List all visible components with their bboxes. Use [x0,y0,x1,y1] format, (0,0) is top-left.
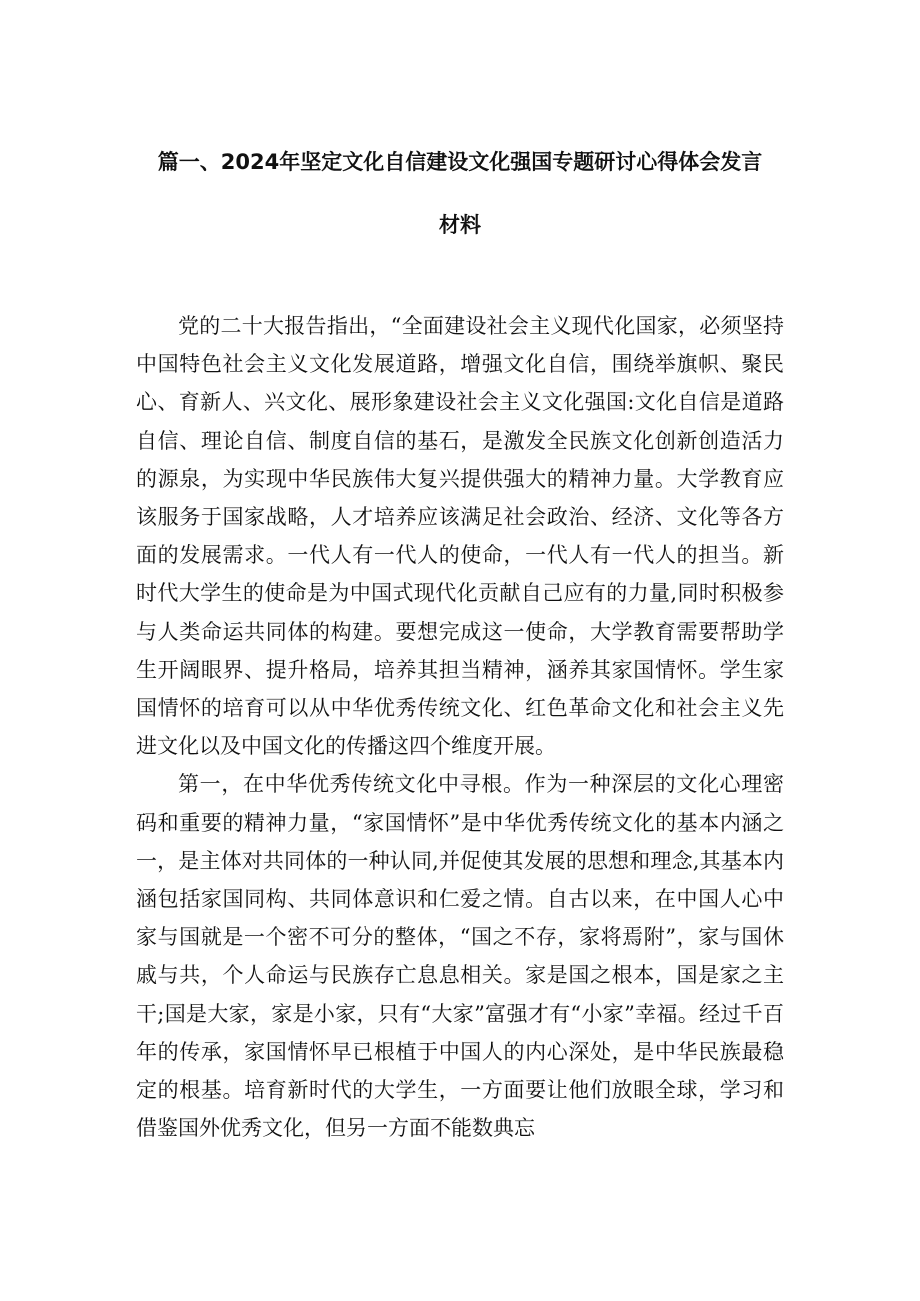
document-body [136,307,784,1147]
body-paragraph-1: 党的二十大报告指出，“全面建设社会主义现代化国家，必须坚持中国特色社会主义文化发展道路，增强文化自信，围绕举旗帜、聚民心、育新人、兴文化、展形象建设社会主义文化强国:文化自信是道路自信、理论自信、制度自信的基石，是激发全民族文化创新创造活力的源泉，为实现中华民族伟大复兴提供强大的精神力量。大学教育应该服务于国家战略，人才培养应该满足社会政治、经济、文化等各方面的发展需求。一代人有一代人的使命，一代人有一代人的担当。新时代大学生的使命是为中国式现代化贡献自己应有的力量,同时积极参与人类命运共同体的构建。要想完成这一使命，大学教育需要帮助学生开阔眼界、提升格局，培养其担当精神，涵养其家国情怀。学生家国情怀的培育可以从中华优秀传统文化、红色革命文化和社会主义先进文化以及中国文化的传播这四个维度开展。 [136,314,784,759]
document-title-line-1: 篇一、2024年坚定文化自信建设文化强国专题研讨心得体会发言 [157,150,763,174]
body-paragraph-2: 第一，在中华优秀传统文化中寻根。作为一种深层的文化心理密码和重要的精神力量，“家国情怀”是中华优秀传统文化的基本内涵之一，是主体对共同体的一种认同,并促使其发展的思想和理念,其基本内涵包括家国同构、共同体意识和仁爱之情。自古以来，在中国人心中家与国就是一个密不可分的整体，“国之不存，家将焉附”，家与国休戚与共，个人命运与民族存亡息息相关。家是国之根本，国是家之主干;国是大家，家是小家，只有“大家”富强才有“小家”幸福。经过千百年的传承，家国情怀早已根植于中国人的内心深处，是中华民族最稳定的根基。培育新时代的大学生，一方面要让他们放眼全球，学习和借鉴国外优秀文化，但另一方面不能数典忘 [136,772,784,1141]
document-title-line-2: 材料 [439,213,481,237]
